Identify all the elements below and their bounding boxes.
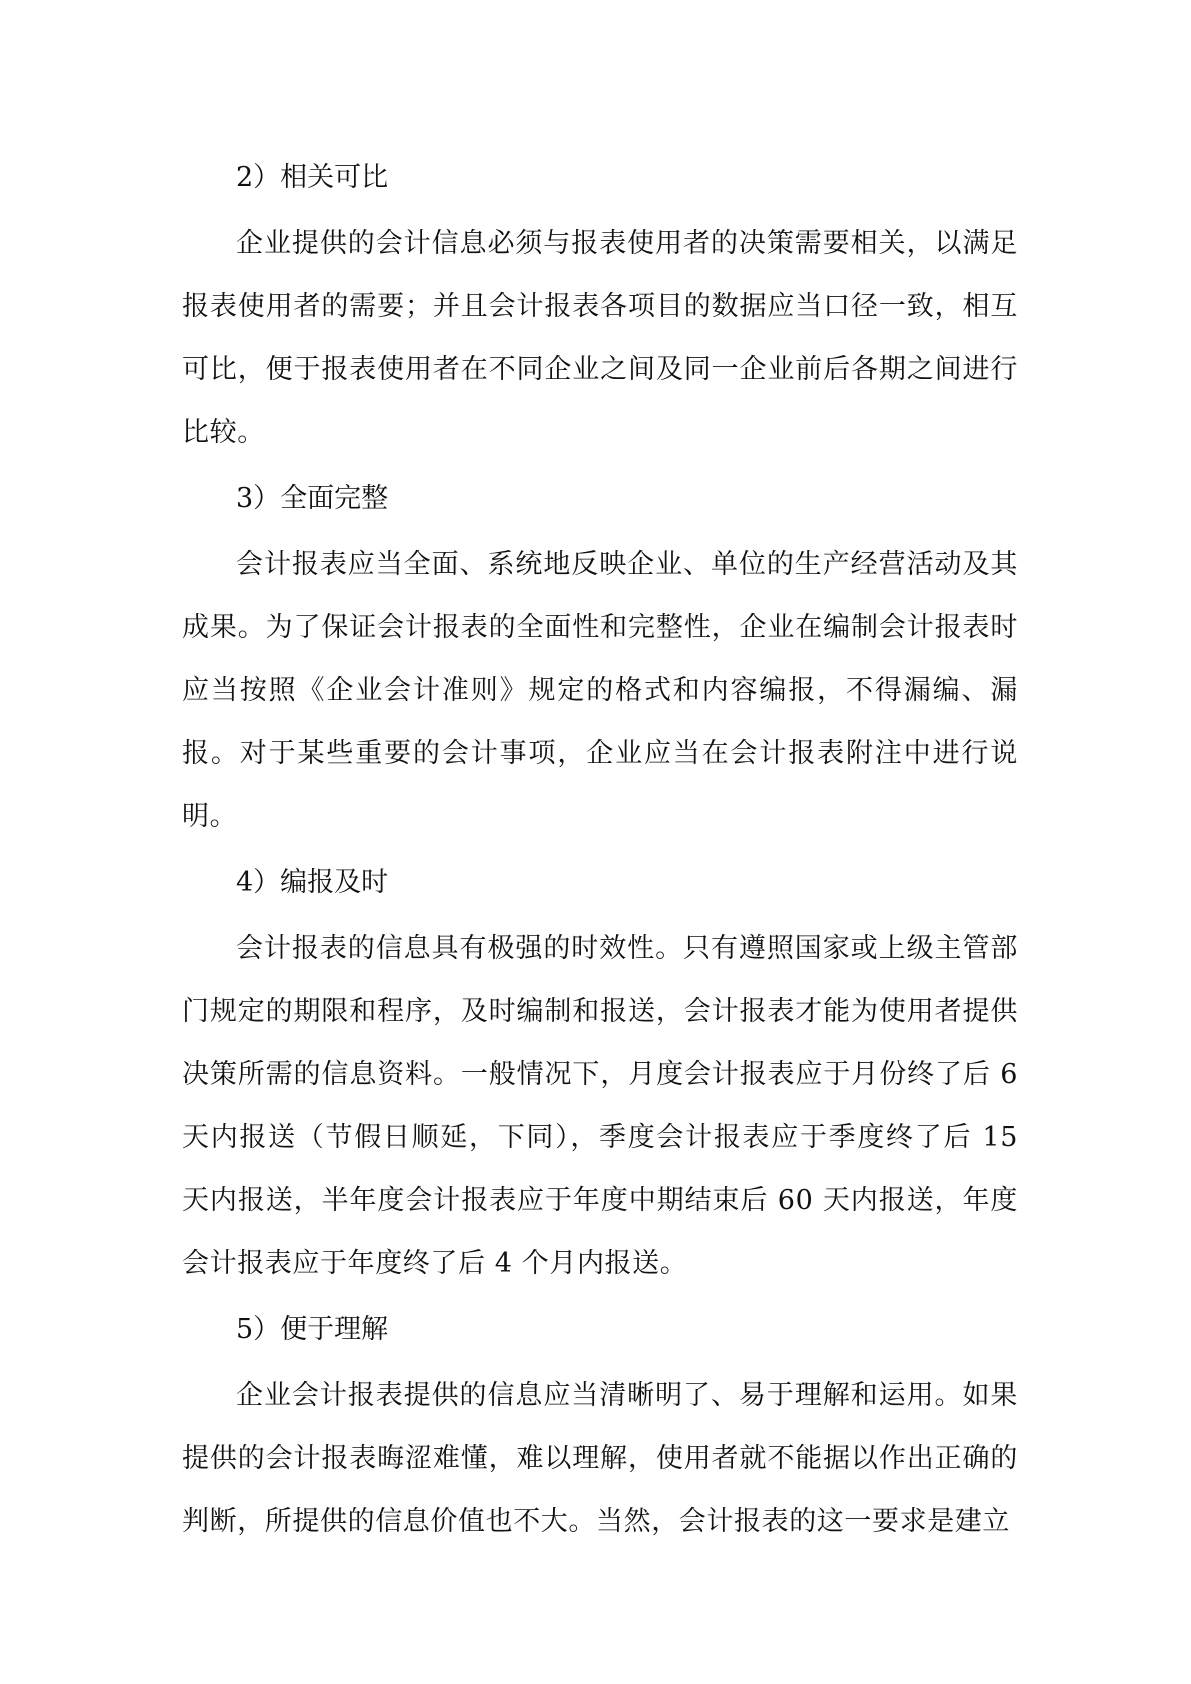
section-heading-timely: 4）编报及时 [236,867,389,898]
paragraph-timely: 会计报表的信息具有极强的时效性。只有遵照国家或上级主管部门规定的期限和程序，及时编制和报送，会计报表才能为使用者提供决策所需的信息资料。一般情况下，月度会计报表应于月份终了后 6 天内报送（节假日顺延，下同），季度会计报表应于季度终了后 15 天内报送，半年度会计报表应于年度中期结束后 60 天内报送，年度会计报表应于年度终了后 4 个月内报送。 [182,933,1018,1279]
section-heading-complete: 3）全面完整 [236,483,389,514]
paragraph-understandable: 企业会计报表提供的信息应当清晰明了、易于理解和运用。如果提供的会计报表晦涩难懂，难以理解，使用者就不能据以作出正确的判断，所提供的信息价值也不大。当然，会计报表的这一要求是建立 [182,1380,1018,1537]
document-body [182,146,1018,1556]
paragraph-complete: 会计报表应当全面、系统地反映企业、单位的生产经营活动及其成果。为了保证会计报表的全面性和完整性，企业在编制会计报表时应当按照《企业会计准则》规定的格式和内容编报，不得漏编、漏报。对于某些重要的会计事项，企业应当在会计报表附注中进行说明。 [182,549,1018,832]
section-heading-relevant-comparable: 2）相关可比 [236,162,389,193]
section-heading-understandable: 5）便于理解 [236,1314,389,1345]
paragraph-relevant-comparable: 企业提供的会计信息必须与报表使用者的决策需要相关，以满足报表使用者的需要；并且会计报表各项目的数据应当口径一致，相互可比，便于报表使用者在不同企业之间及同一企业前后各期之间进行比较。 [182,228,1018,448]
